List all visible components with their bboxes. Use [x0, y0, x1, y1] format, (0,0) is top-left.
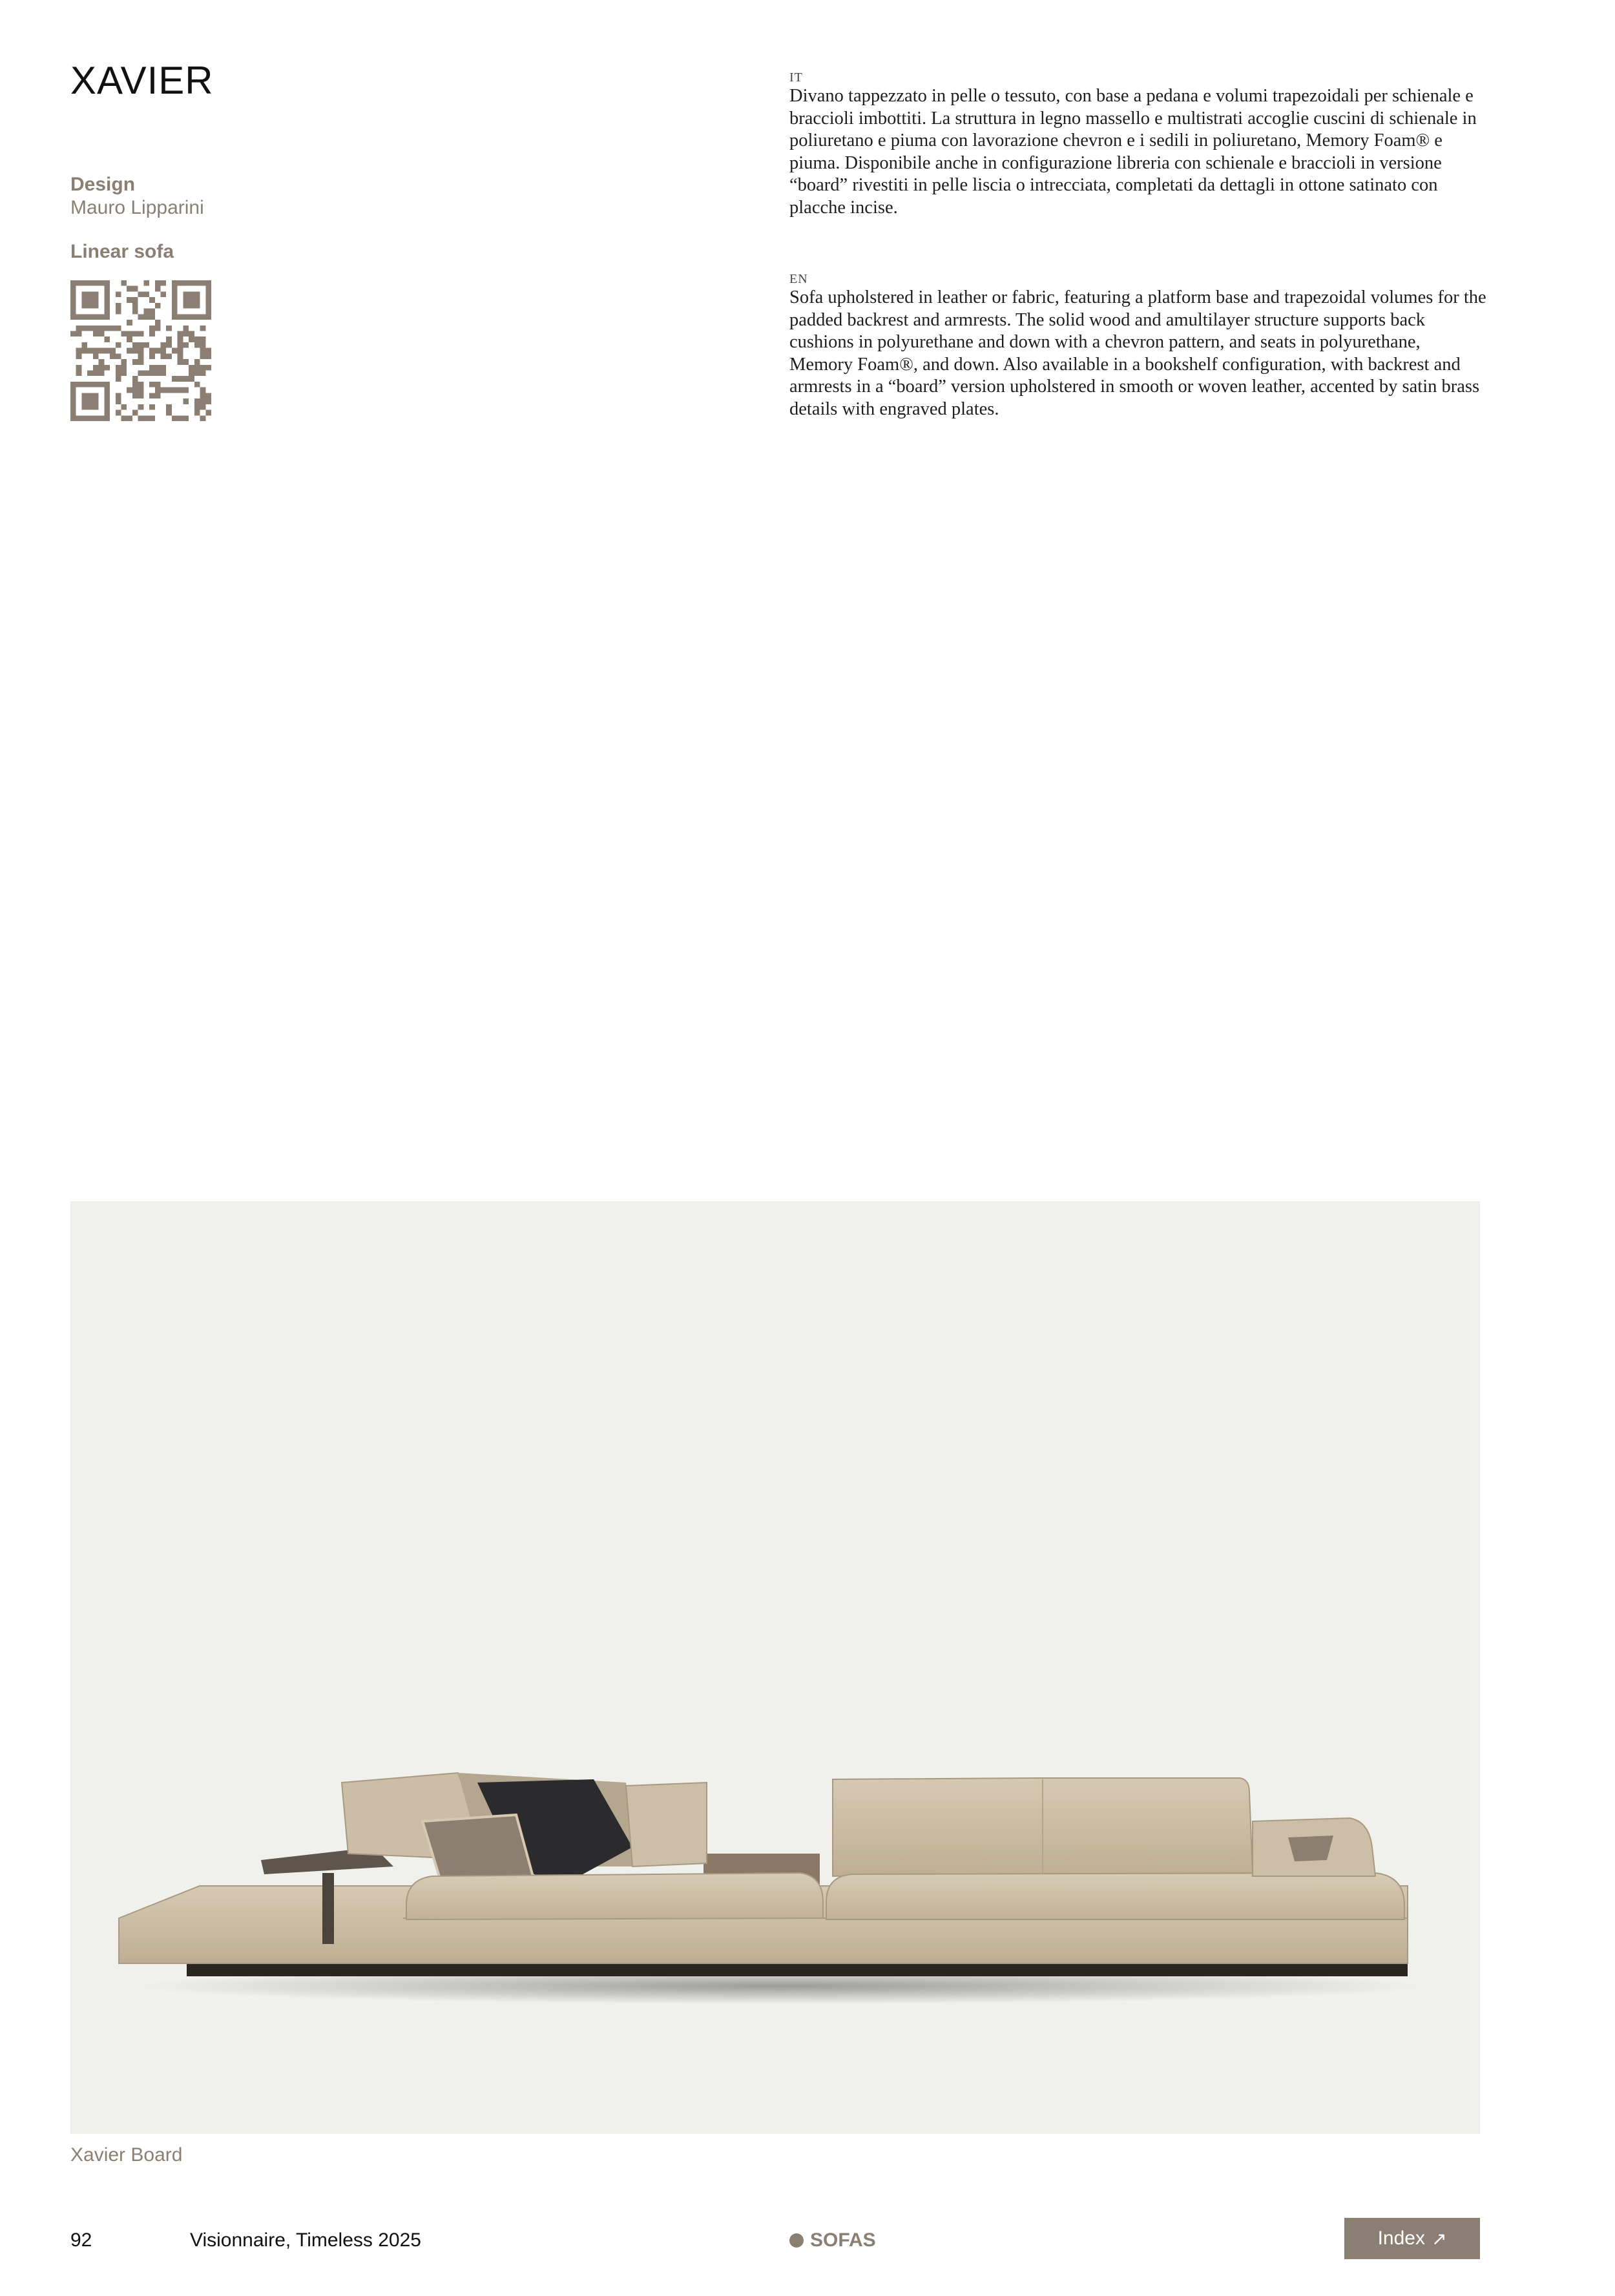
section-name: SOFAS [810, 2229, 876, 2251]
side-table-leg [322, 1873, 334, 1944]
index-label: Index [1377, 2228, 1425, 2249]
designer-name: Mauro Lipparini [70, 197, 204, 218]
publication-name: Visionnaire, Timeless 2025 [190, 2229, 421, 2251]
design-label: Design [70, 174, 136, 195]
index-button[interactable] [1344, 2218, 1480, 2259]
qr-code-icon[interactable] [70, 280, 211, 421]
design-credit [70, 173, 204, 220]
section-label[interactable] [789, 2229, 876, 2251]
product-title: XAVIER [70, 59, 214, 102]
product-photo [70, 1201, 1480, 2134]
page-number: 92 [70, 2229, 92, 2251]
photo-caption: Xavier Board [70, 2144, 183, 2166]
lang-code-en: EN [789, 272, 808, 286]
seat-cushion-right [826, 1873, 1404, 1919]
seat-cushion-left [406, 1873, 823, 1919]
description-it [789, 70, 1487, 220]
product-type: Linear sofa [70, 241, 174, 262]
lang-code-it: IT [789, 70, 803, 85]
brass-plate-icon [1288, 1836, 1333, 1861]
dot-icon [789, 2233, 804, 2248]
sofa-plinth [187, 1962, 1408, 1976]
arrow-up-right-icon: ↗ [1431, 2228, 1447, 2249]
description-en-text: Sofa upholstered in leather or fabric, featuring a platform base and trapezoidal volumes for the padded backrest and armrests. The solid wood and amultilayer structure supports back cushions in polyurethane and down with a chevron pattern, and seats in polyurethane, Memory Foam®, and down. Also available in a bookshelf configuration, with backrest and armrests in a “board” version upholstered in smooth or woven leather, accented by satin brass details with engraved plates. [789, 287, 1486, 419]
sofa-illustration [70, 1201, 1480, 2134]
description-en [789, 271, 1487, 421]
description-it-text: Divano tappezzato in pelle o tessuto, con base a pedana e volumi trapezoidali per schienale e braccioli imbottiti. La struttura in legno massello e multistrati accoglie cuscini di schienale in poliuretano e piuma con lavorazione chevron e i sedili in poliuretano, Memory Foam® e piuma. Disponibile anche in configurazione libreria con schienale e braccioli in versione “board” rivestiti in pelle liscia o intrecciata, completati da dettagli in ottone satinato con placche incise. [789, 86, 1477, 218]
